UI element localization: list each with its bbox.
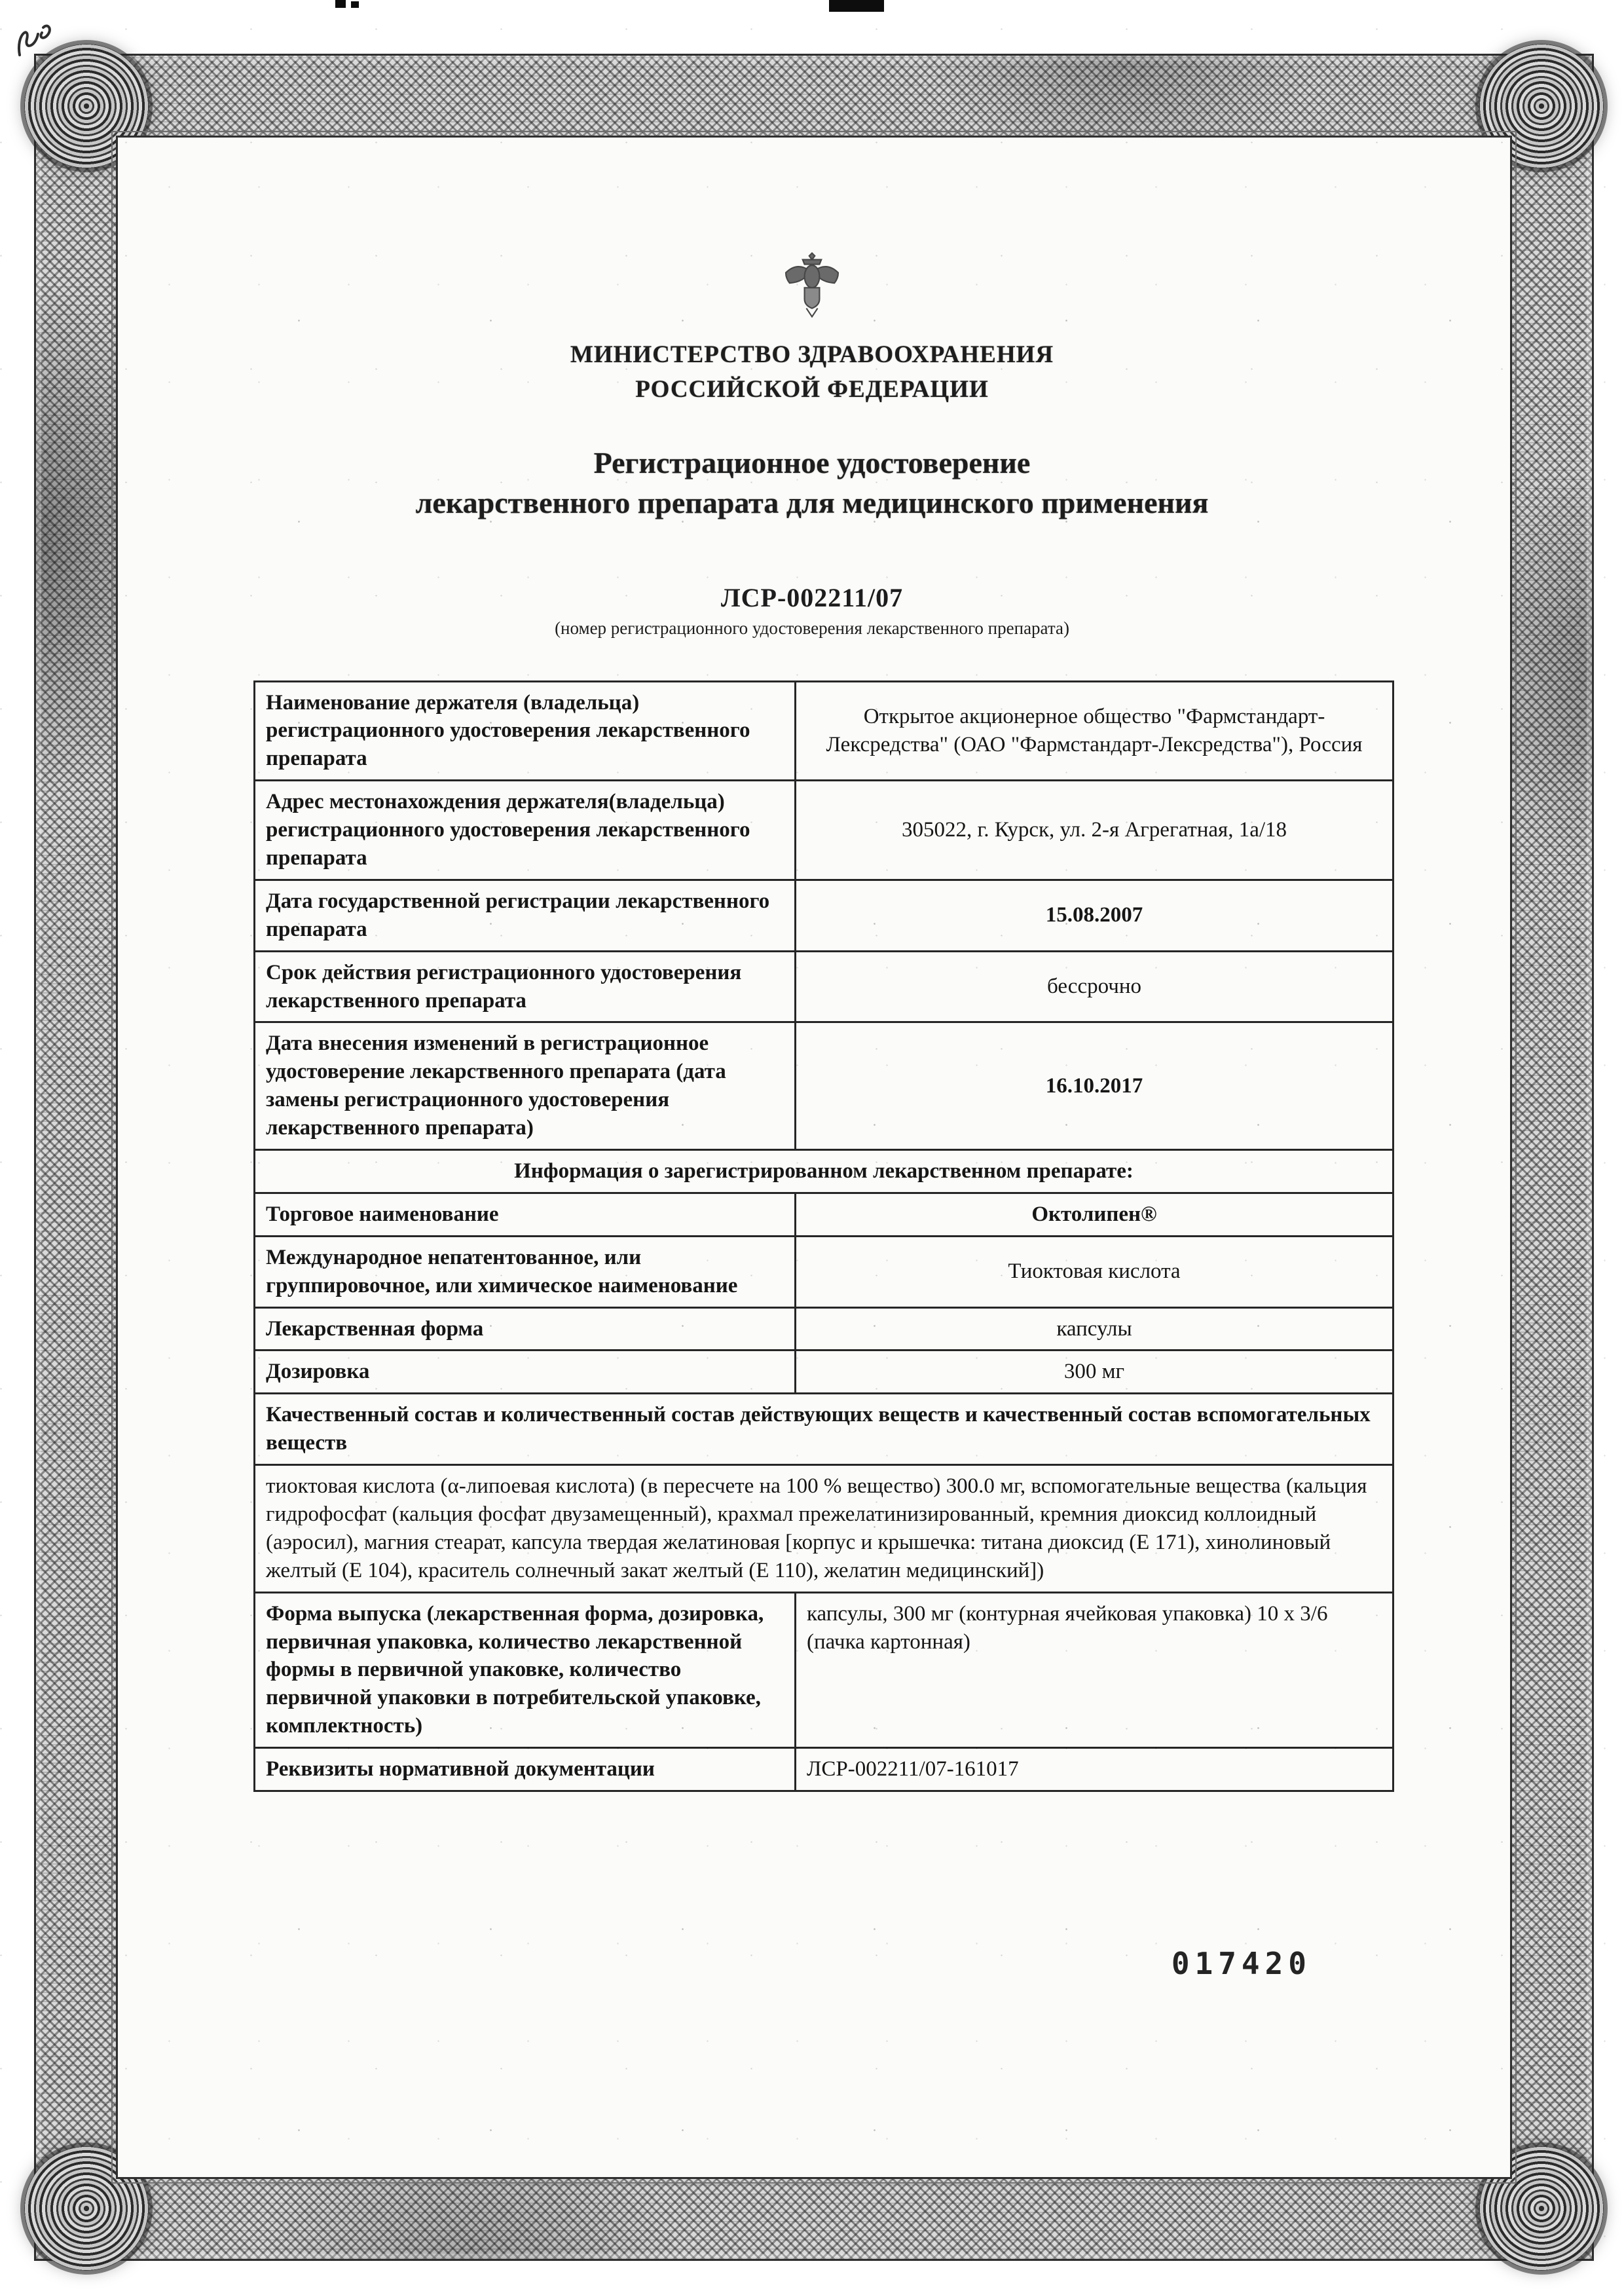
composition-header: Качественный состав и количественный состав действующих веществ и качественный состав вспомогательных веществ	[255, 1394, 1393, 1465]
scan-artifact	[829, 0, 884, 12]
table-row	[255, 1465, 1393, 1593]
row-label: Форма выпуска (лекарственная форма, дозировка, первичная упаковка, количество лекарственной формы в первичной упаковке, количество первичной упаковки в потребительской упаковке, комплектность)	[255, 1592, 796, 1747]
row-value: Тиоктовая кислота	[796, 1236, 1393, 1307]
row-value: ЛСР-002211/07-161017	[796, 1748, 1393, 1791]
row-value: Открытое акционерное общество "Фармстандарт-Лексредства" (ОАО "Фармстандарт-Лексредства"), Россия	[796, 681, 1393, 781]
row-label: Торговое наименование	[255, 1193, 796, 1236]
row-label: Срок действия регистрационного удостоверения лекарственного препарата	[255, 951, 796, 1022]
table-row	[255, 781, 1393, 880]
document-title	[116, 443, 1508, 523]
row-label: Международное непатентованное, или группировочное, или химическое наименование	[255, 1236, 796, 1307]
row-label: Дата государственной регистрации лекарственного препарата	[255, 880, 796, 951]
table-row	[255, 880, 1393, 951]
row-value: бессрочно	[796, 951, 1393, 1022]
serial-number: 017420	[1171, 1946, 1312, 1981]
row-label: Лекарственная форма	[255, 1307, 796, 1350]
table-row	[255, 1350, 1393, 1394]
table-row	[255, 1748, 1393, 1791]
row-value: капсулы, 300 мг (контурная ячейковая упаковка) 10 х 3/6 (пачка картонная)	[796, 1592, 1393, 1747]
registration-number-caption: (номер регистрационного удостоверения лекарственного препарата)	[555, 618, 1069, 638]
table-row	[255, 1022, 1393, 1150]
certificate-content	[116, 136, 1508, 2175]
ministry-line-1: МИНИСТЕРСТВО ЗДРАВООХРАНЕНИЯ	[570, 341, 1054, 368]
coat-of-arms-icon	[782, 252, 842, 318]
certificate-table-body	[255, 681, 1393, 1791]
row-label: Реквизиты нормативной документации	[255, 1748, 796, 1791]
certificate-table	[253, 680, 1394, 1793]
table-row	[255, 951, 1393, 1022]
table-row	[255, 681, 1393, 781]
row-value: 300 мг	[796, 1350, 1393, 1394]
title-line-1: Регистрационное удостоверение	[593, 446, 1031, 480]
table-row	[255, 1193, 1393, 1236]
composition-text: тиоктовая кислота (α-липоевая кислота) (в пересчете на 100 % вещество) 300.0 мг, вспомогательные вещества (кальция гидрофосфат (кальция фосфат двузамещенный), крахмал прежелатинизированный, кремния диоксид коллоидный (аэросил), магния стеарат, капсула твердая желатиновая [корпус и крышечка: титана диоксид (Е 171), хинолиновый желтый (Е 104), краситель солнечный закат желтый (Е 110), желатин медицинский])	[255, 1465, 1393, 1593]
table-row	[255, 1307, 1393, 1350]
table-row	[255, 1592, 1393, 1747]
registration-number: ЛСР-002211/07	[720, 582, 904, 612]
row-label: Дозировка	[255, 1350, 796, 1394]
table-row	[255, 1236, 1393, 1307]
row-value: 305022, г. Курск, ул. 2-я Агрегатная, 1а/18	[796, 781, 1393, 880]
row-value: 15.08.2007	[796, 880, 1393, 951]
row-value: капсулы	[796, 1307, 1393, 1350]
table-row	[255, 1394, 1393, 1465]
title-line-2: лекарственного препарата для медицинского применения	[415, 485, 1209, 519]
table-row	[255, 1149, 1393, 1193]
handwriting-mark	[13, 17, 59, 69]
scan-artifact	[351, 1, 359, 8]
ministry-line-2: РОССИЙСКОЙ ФЕДЕРАЦИИ	[635, 375, 989, 403]
row-label: Дата внесения изменений в регистрационное удостоверение лекарственного препарата (дата замены регистрационного удостоверения лекарственного препарата)	[255, 1022, 796, 1150]
ministry-name	[116, 338, 1508, 407]
row-label: Наименование держателя (владельца) регистрационного удостоверения лекарственного препарата	[255, 681, 796, 781]
section-header: Информация о зарегистрированном лекарственном препарате:	[255, 1149, 1393, 1193]
row-value: 16.10.2017	[796, 1022, 1393, 1150]
scan-artifact	[335, 0, 346, 8]
row-value: Октолипен®	[796, 1193, 1393, 1236]
row-label: Адрес местонахождения держателя(владельца) регистрационного удостоверения лекарственного препарата	[255, 781, 796, 880]
